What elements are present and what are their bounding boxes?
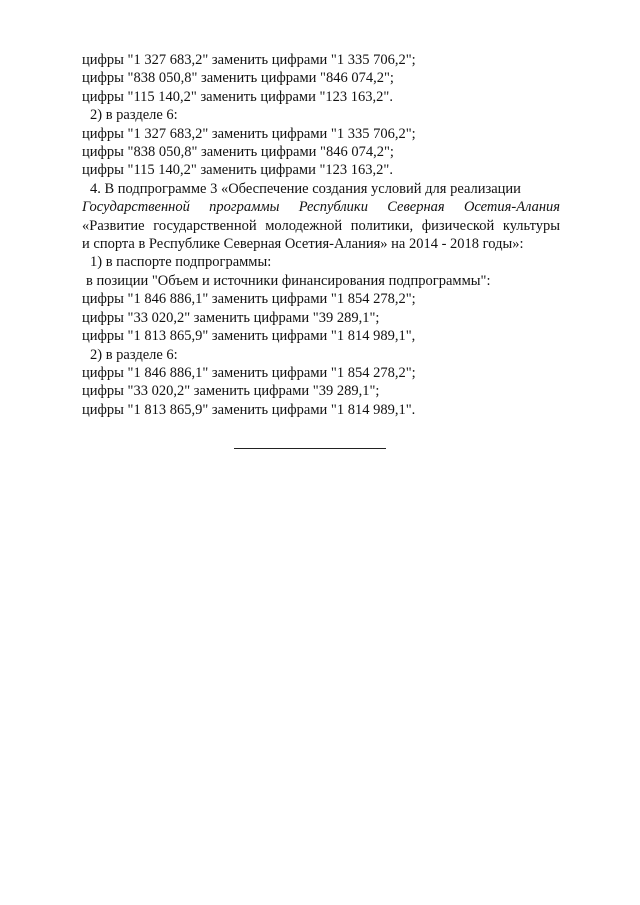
section-heading: 2) в разделе 6: [90, 346, 178, 363]
document-body [82, 51, 560, 419]
replacement-line: цифры "1 327 683,2" заменить цифрами "1 335 706,2"; [82, 52, 416, 68]
item-4-program-name: Государственной программы Республики Северная Осетия-Алания [82, 199, 560, 216]
replacement-line: цифры "1 813 865,9" заменить цифрами "1 814 989,1". [82, 401, 416, 418]
passport-heading: 1) в паспорте подпрограммы: [90, 254, 272, 271]
replacement-line: цифры "33 020,2" заменить цифрами "39 289,1"; [82, 383, 380, 400]
replacement-line: цифры "115 140,2" заменить цифрами "123 163,2". [82, 162, 393, 179]
position-heading: в позиции "Объем и источники финансирования подпрограммы": [86, 272, 491, 289]
end-divider-line [234, 448, 386, 449]
item-4-heading: 4. В подпрограмме 3 «Обеспечение создания условий для реализации [90, 180, 521, 197]
replacement-line: цифры "838 050,8" заменить цифрами "846 074,2"; [82, 144, 394, 161]
replacement-line: цифры "1 813 865,9" заменить цифрами "1 814 989,1", [82, 328, 416, 345]
replacement-line: цифры "1 327 683,2" заменить цифрами "1 335 706,2"; [82, 125, 416, 142]
replacement-line: цифры "1 846 886,1" заменить цифрами "1 854 278,2"; [82, 364, 416, 381]
item-4-program-title: «Развитие государственной молодежной политики, физической культуры [82, 217, 560, 234]
replacement-line: цифры "838 050,8" заменить цифрами "846 074,2"; [82, 70, 394, 87]
item-4-program-title-end: и спорта в Республике Северная Осетия-Алания» на 2014 - 2018 годы»: [82, 236, 524, 253]
replacement-line: цифры "1 846 886,1" заменить цифрами "1 854 278,2"; [82, 291, 416, 308]
replacement-line: цифры "115 140,2" заменить цифрами "123 163,2". [82, 88, 393, 105]
section-heading: 2) в разделе 6: [90, 107, 178, 124]
replacement-line: цифры "33 020,2" заменить цифрами "39 289,1"; [82, 309, 380, 326]
